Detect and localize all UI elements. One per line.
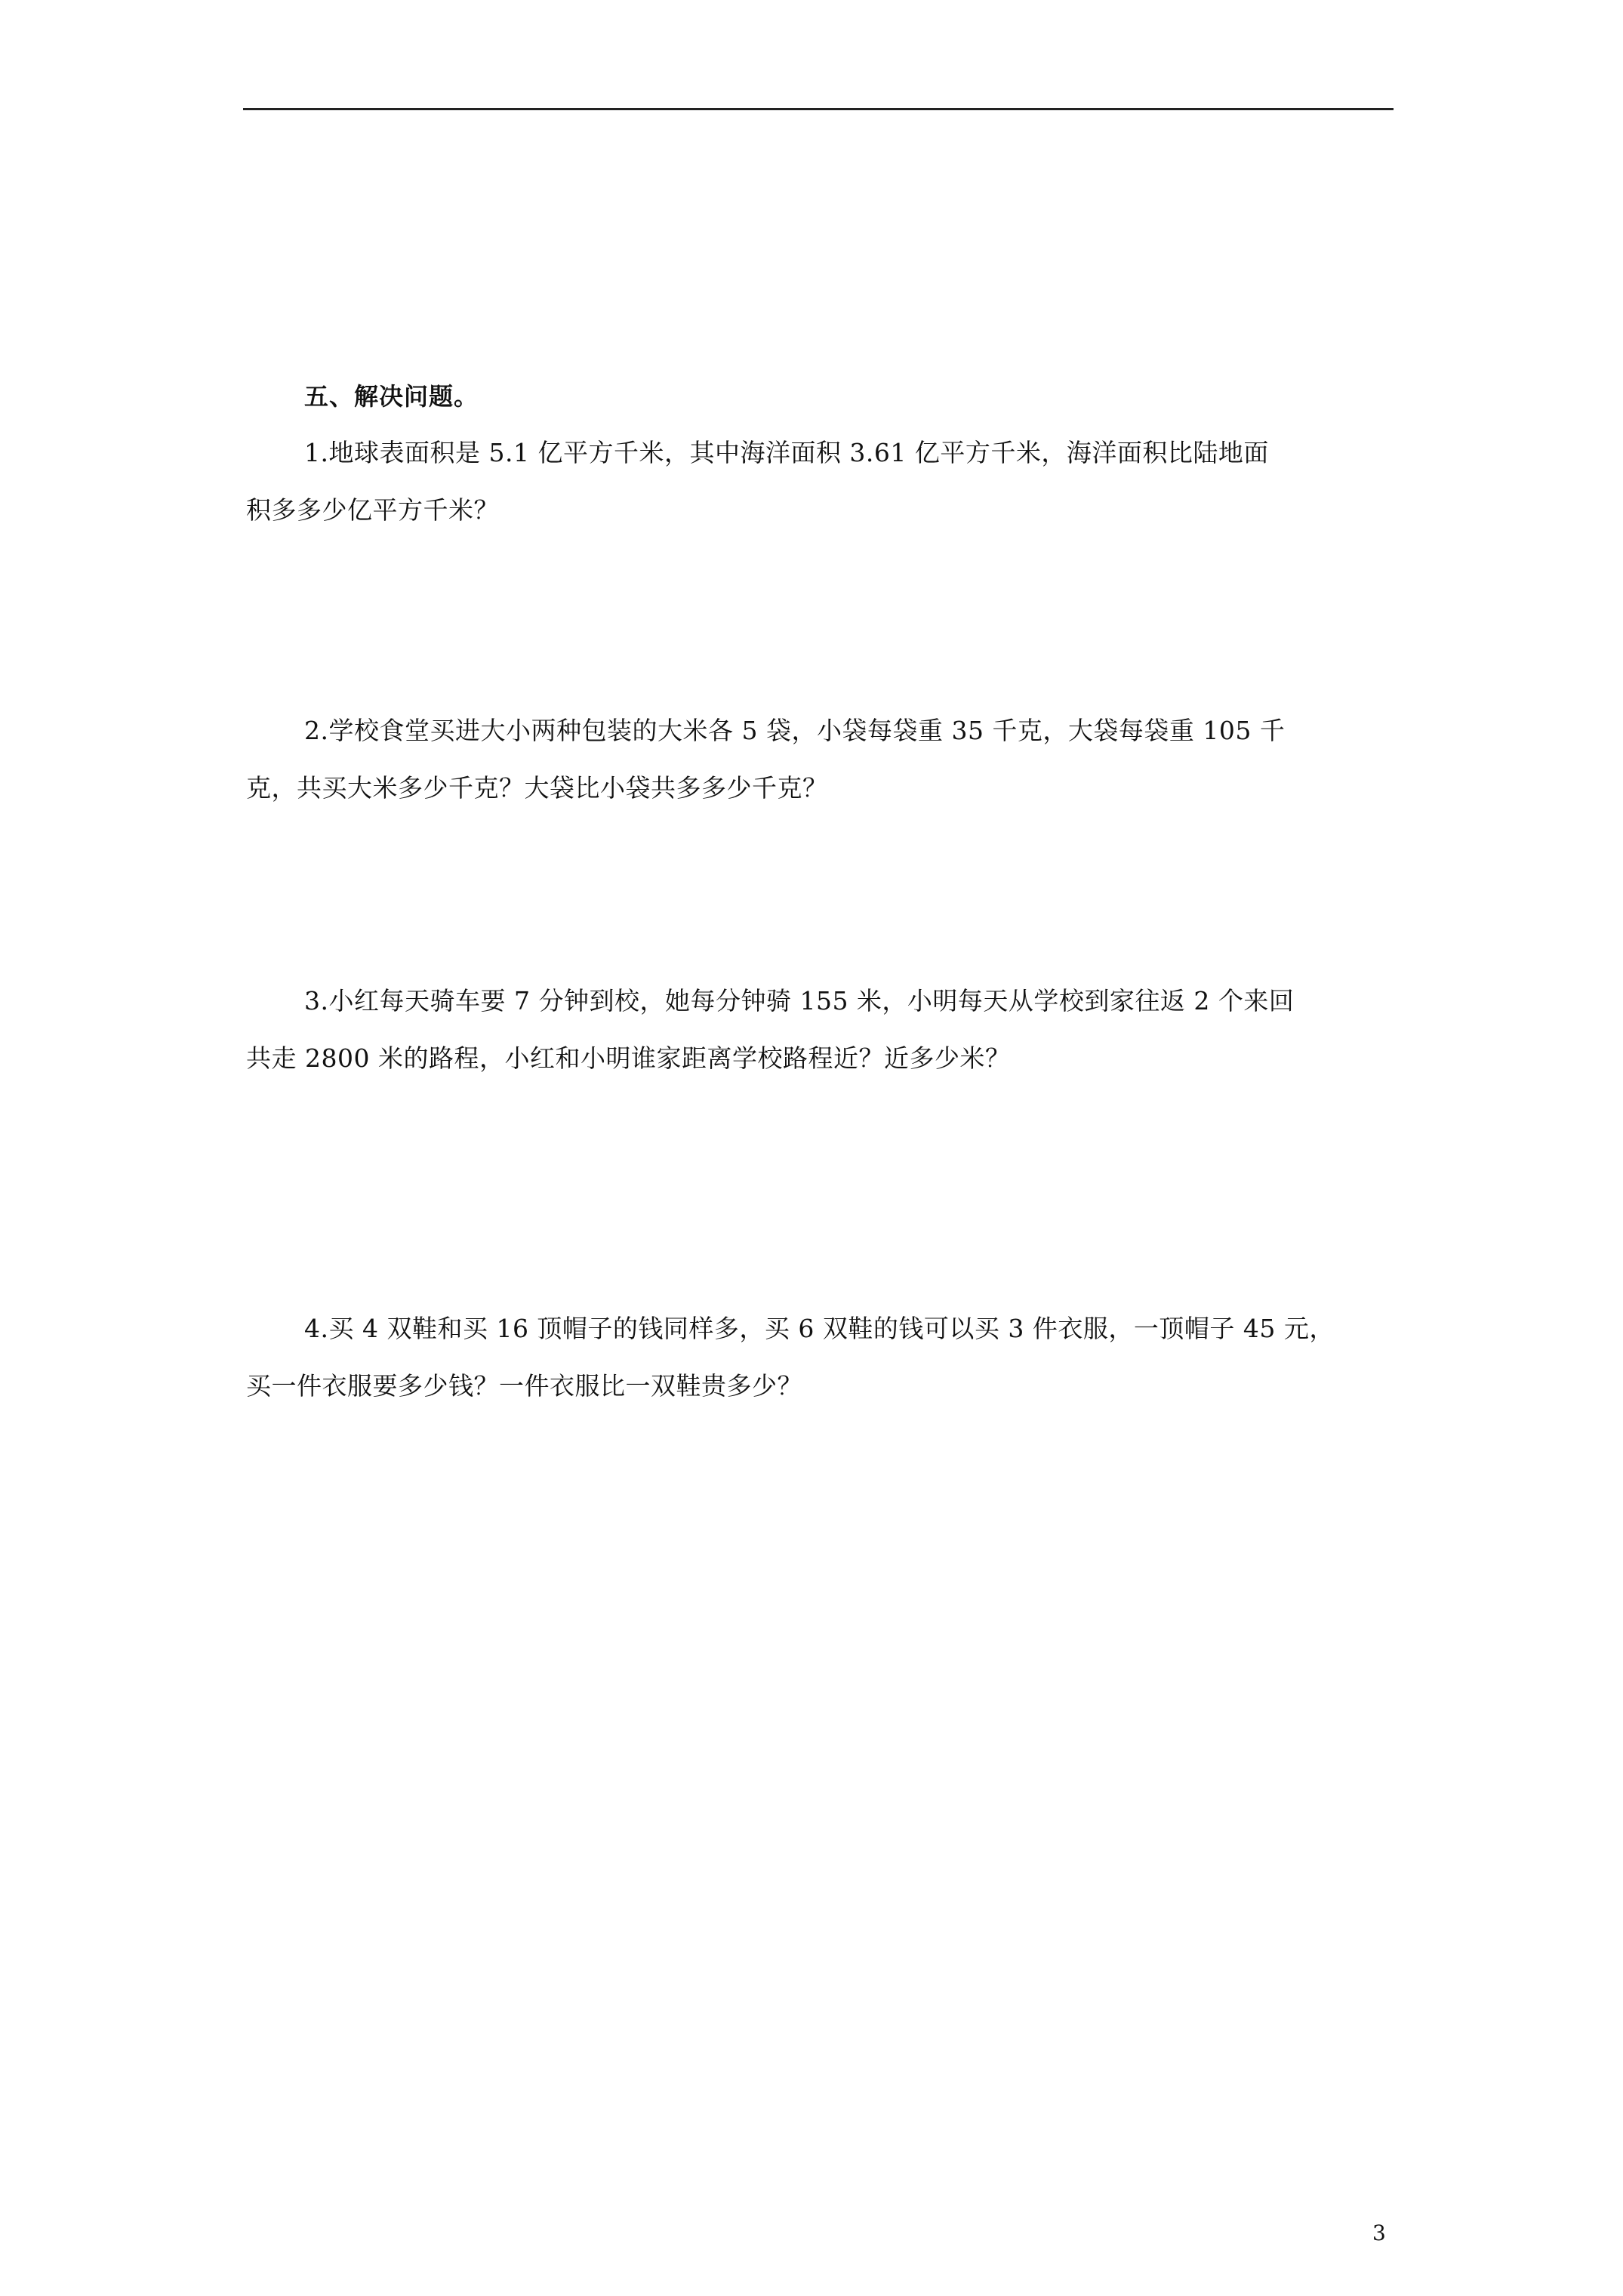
problem-1-line-1: 1.地球表面积是 5.1 亿平方千米，其中海洋面积 3.61 亿平方千米，海洋面积比陆地面 xyxy=(304,438,1269,467)
problem-1 xyxy=(246,424,1394,539)
problem-1-line-2: 积多多少亿平方千米？ xyxy=(246,495,499,525)
problem-3 xyxy=(246,972,1394,1087)
problem-4 xyxy=(246,1300,1394,1415)
problem-2 xyxy=(246,702,1394,817)
page-number: 3 xyxy=(1372,2220,1386,2245)
problem-4-line-2: 买一件衣服要多少钱？一件衣服比一双鞋贵多少？ xyxy=(246,1371,802,1401)
section-title: 五、解决问题。 xyxy=(304,382,479,411)
problem-4-line-1: 4.买 4 双鞋和买 16 顶帽子的钱同样多，买 6 双鞋的钱可以买 3 件衣服，一顶帽子 45 元， xyxy=(304,1314,1335,1343)
problem-3-line-2: 共走 2800 米的路程，小红和小明谁家距离学校路程近？近多少米？ xyxy=(246,1043,1011,1073)
problem-3-line-1: 3.小红每天骑车要 7 分钟到校，她每分钟骑 155 米，小明每天从学校到家往返 2 个来回 xyxy=(304,986,1295,1015)
header-rule xyxy=(243,108,1394,110)
problem-2-line-2: 克，共买大米多少千克？大袋比小袋共多多少千克？ xyxy=(246,773,828,803)
problem-2-line-1: 2.学校食堂买进大小两种包装的大米各 5 袋，小袋每袋重 35 千克，大袋每袋重 105 千 xyxy=(304,716,1286,745)
